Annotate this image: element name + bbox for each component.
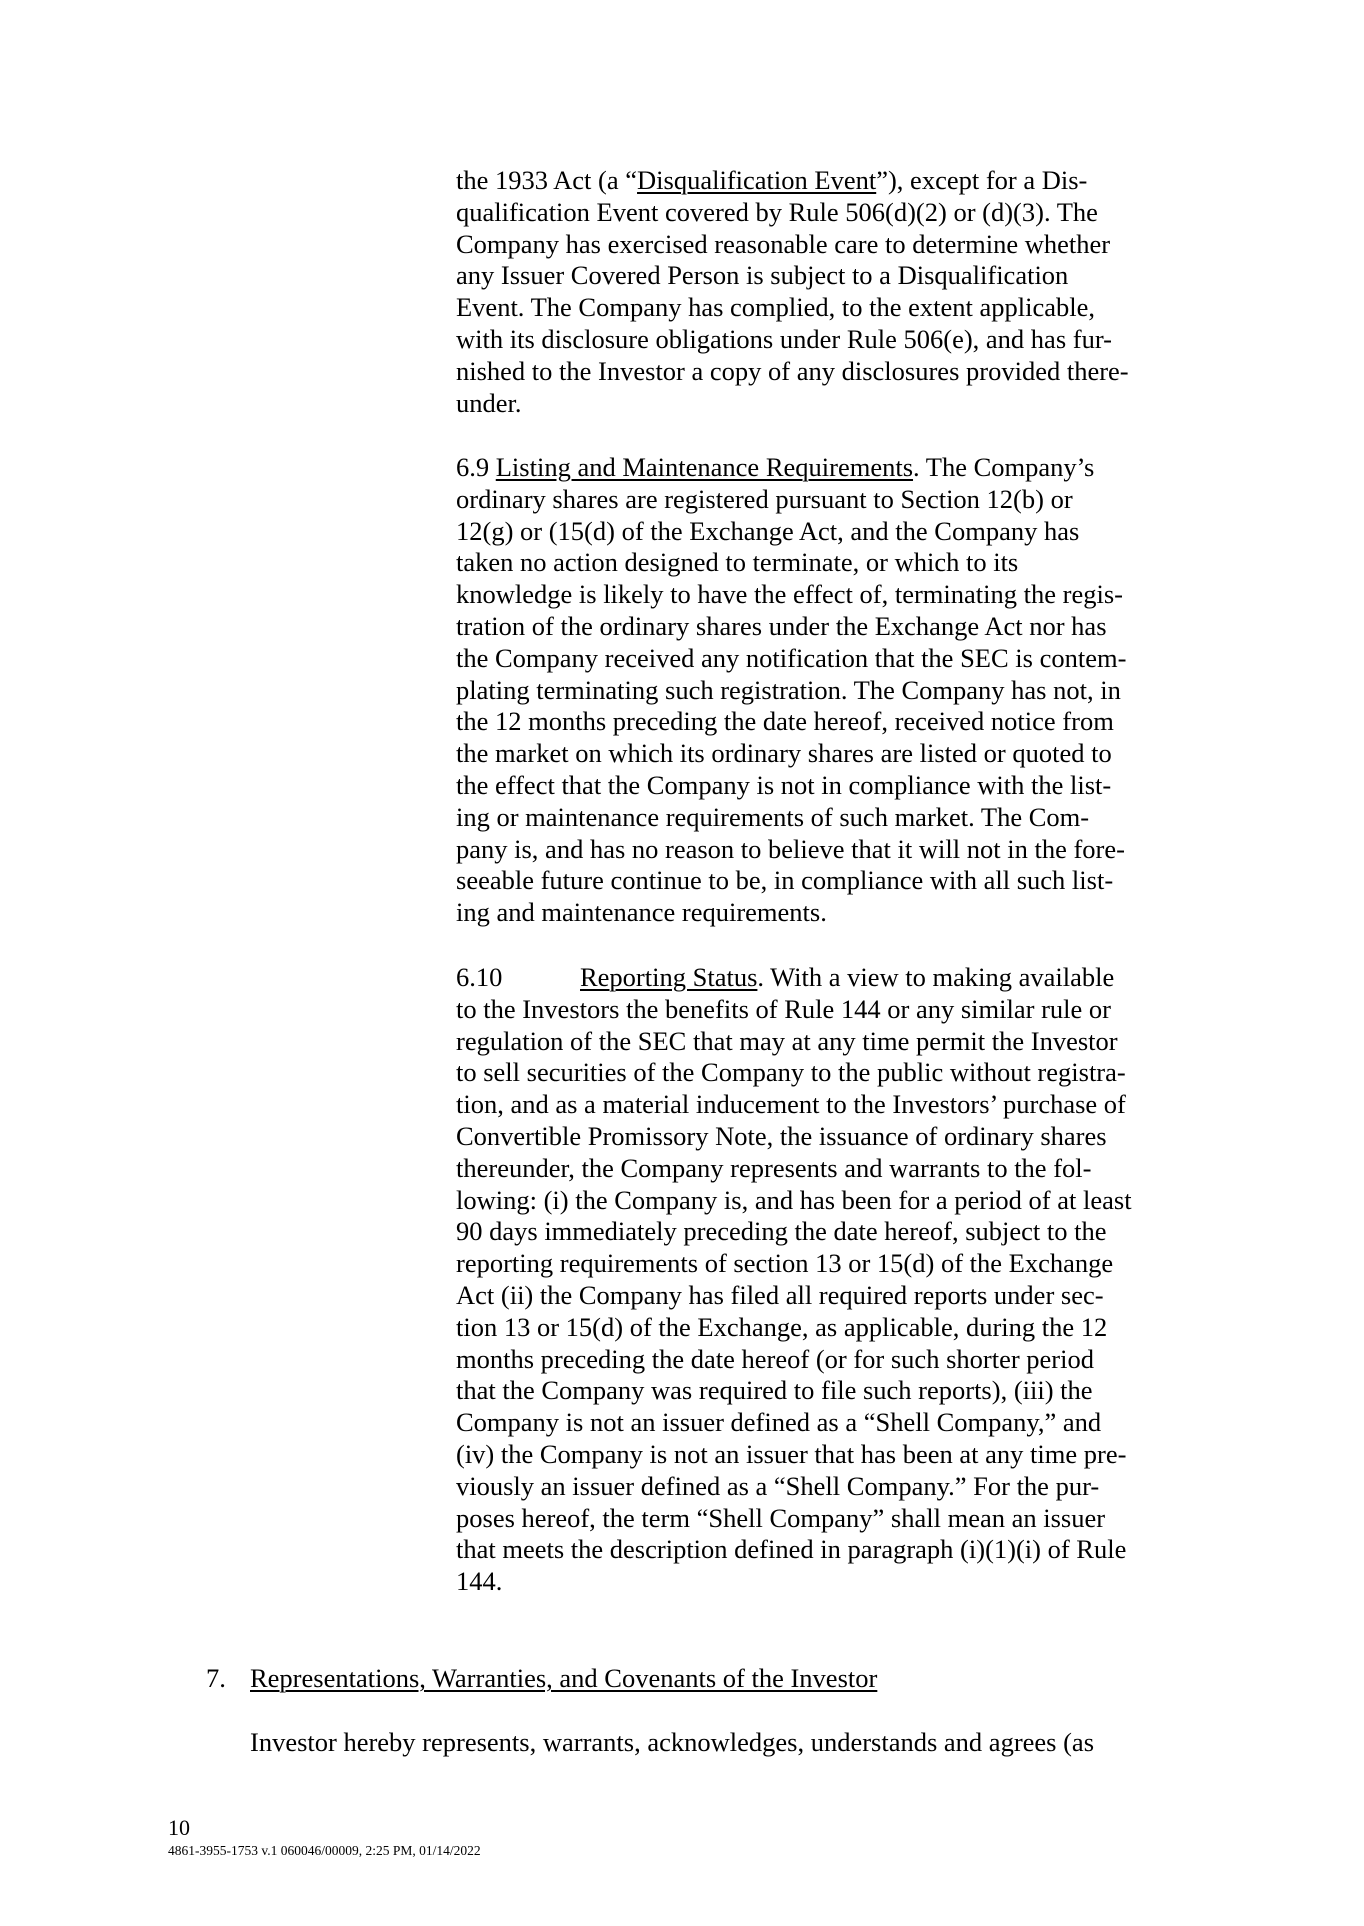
text-line: knowledge is likely to have the effect of, terminating the regis- bbox=[456, 579, 1123, 610]
text-line: tion 13 or 15(d) of the Exchange, as applicable, during the 12 bbox=[456, 1311, 1108, 1342]
section-title: Reporting Status bbox=[580, 962, 758, 992]
text-line: that the Company was required to file such reports), (iii) the bbox=[456, 1375, 1093, 1406]
text-line: that meets the description defined in paragraph (i)(1)(i) of Rule bbox=[456, 1534, 1127, 1565]
text-line: 90 days immediately preceding the date hereof, subject to the bbox=[456, 1216, 1107, 1247]
text-line: Act (ii) the Company has filed all required reports under sec- bbox=[456, 1279, 1104, 1310]
section-6-9 bbox=[456, 452, 1176, 929]
section-number: 6.10 bbox=[456, 962, 503, 992]
text-line: Event. The Company has complied, to the extent applicable, bbox=[456, 292, 1096, 323]
section-title: Listing and Maintenance Requirements bbox=[495, 452, 914, 482]
section-6-10 bbox=[456, 962, 1176, 1598]
text-line: Investor hereby represents, warrants, acknowledges, understands and agrees (as bbox=[250, 1727, 1095, 1757]
text-line: poses hereof, the term “Shell Company” shall mean an issuer bbox=[456, 1502, 1106, 1533]
text-line: under. bbox=[456, 387, 522, 418]
text-line: the effect that the Company is not in compliance with the list- bbox=[456, 769, 1112, 800]
defined-term-disqualification-event: Disqualification Event bbox=[637, 165, 877, 195]
text-line: regulation of the SEC that may at any time permit the Investor bbox=[456, 1025, 1118, 1056]
text-line: plating terminating such registration. The Company has not, in bbox=[456, 674, 1121, 705]
text-line: tration of the ordinary shares under the Exchange Act nor has bbox=[456, 610, 1107, 641]
text-line: the market on which its ordinary shares are listed or quoted to bbox=[456, 738, 1112, 769]
text-line: thereunder, the Company represents and warrants to the fol- bbox=[456, 1152, 1092, 1183]
text-line: any Issuer Covered Person is subject to a Disqualification bbox=[456, 260, 1069, 291]
section-number: 6.9 bbox=[456, 452, 496, 482]
document-id-footer: 4861-3955-1753 v.1 060046/00009, 2:25 PM, 01/14/2022 bbox=[168, 1843, 481, 1858]
paragraph-6-8-continued bbox=[456, 165, 1176, 419]
text-line: to the Investors the benefits of Rule 144 or any similar rule or bbox=[456, 993, 1111, 1024]
text-line: with its disclosure obligations under Rule 506(e), and has fur- bbox=[456, 323, 1112, 354]
text-line: 12(g) or (15(d) of the Exchange Act, and the Company has bbox=[456, 515, 1080, 546]
text-line: nished to the Investor a copy of any disclosures provided there- bbox=[456, 355, 1129, 386]
text-line: Company is not an issuer defined as a “Shell Company,” and bbox=[456, 1407, 1102, 1438]
text-line: qualification Event covered by Rule 506(d)(2) or (d)(3). The bbox=[456, 196, 1098, 227]
text-line: the Company received any notification that the SEC is contem- bbox=[456, 642, 1127, 673]
text-line: the 1933 Act (a “Disqualification Event”), except for a Dis- bbox=[456, 165, 1088, 195]
text-line: pany is, and has no reason to believe that it will not in the fore- bbox=[456, 833, 1125, 864]
text-line: taken no action designed to terminate, or which to its bbox=[456, 547, 1019, 578]
section-7-heading bbox=[206, 1663, 877, 1695]
text-line: reporting requirements of section 13 or 15(d) of the Exchange bbox=[456, 1248, 1114, 1279]
text-line: ordinary shares are registered pursuant to Section 12(b) or bbox=[456, 483, 1073, 514]
text-line: ing or maintenance requirements of such market. The Com- bbox=[456, 801, 1090, 832]
text-line: ing and maintenance requirements. bbox=[456, 897, 827, 928]
text-line: Convertible Promissory Note, the issuance of ordinary shares bbox=[456, 1120, 1107, 1151]
section-title: Representations, Warranties, and Covenants of the Investor bbox=[250, 1663, 878, 1693]
section-6-9-heading-line: 6.9 Listing and Maintenance Requirements. The Company’s bbox=[456, 452, 1095, 482]
page-number: 10 bbox=[168, 1815, 190, 1840]
text-line: (iv) the Company is not an issuer that has been at any time pre- bbox=[456, 1438, 1127, 1469]
section-6-10-heading-line: 6.10 Reporting Status. With a view to making available bbox=[456, 962, 1115, 992]
text-line: months preceding the date hereof (or for such shorter period bbox=[456, 1343, 1094, 1374]
text-line: seeable future continue to be, in compliance with all such list- bbox=[456, 865, 1114, 896]
section-number: 7. bbox=[206, 1663, 226, 1693]
text-line: to sell securities of the Company to the public without registra- bbox=[456, 1057, 1126, 1088]
section-7-intro bbox=[250, 1727, 1094, 1759]
text-line: lowing: (i) the Company is, and has been for a period of at least bbox=[456, 1184, 1132, 1215]
text-line: the 12 months preceding the date hereof, received notice from bbox=[456, 706, 1114, 737]
text-line: tion, and as a material inducement to the Investors’ purchase of bbox=[456, 1089, 1126, 1120]
text-line: Company has exercised reasonable care to determine whether bbox=[456, 228, 1111, 259]
text-line: viously an issuer defined as a “Shell Company.” For the pur- bbox=[456, 1470, 1100, 1501]
text-line: 144. bbox=[456, 1566, 503, 1597]
